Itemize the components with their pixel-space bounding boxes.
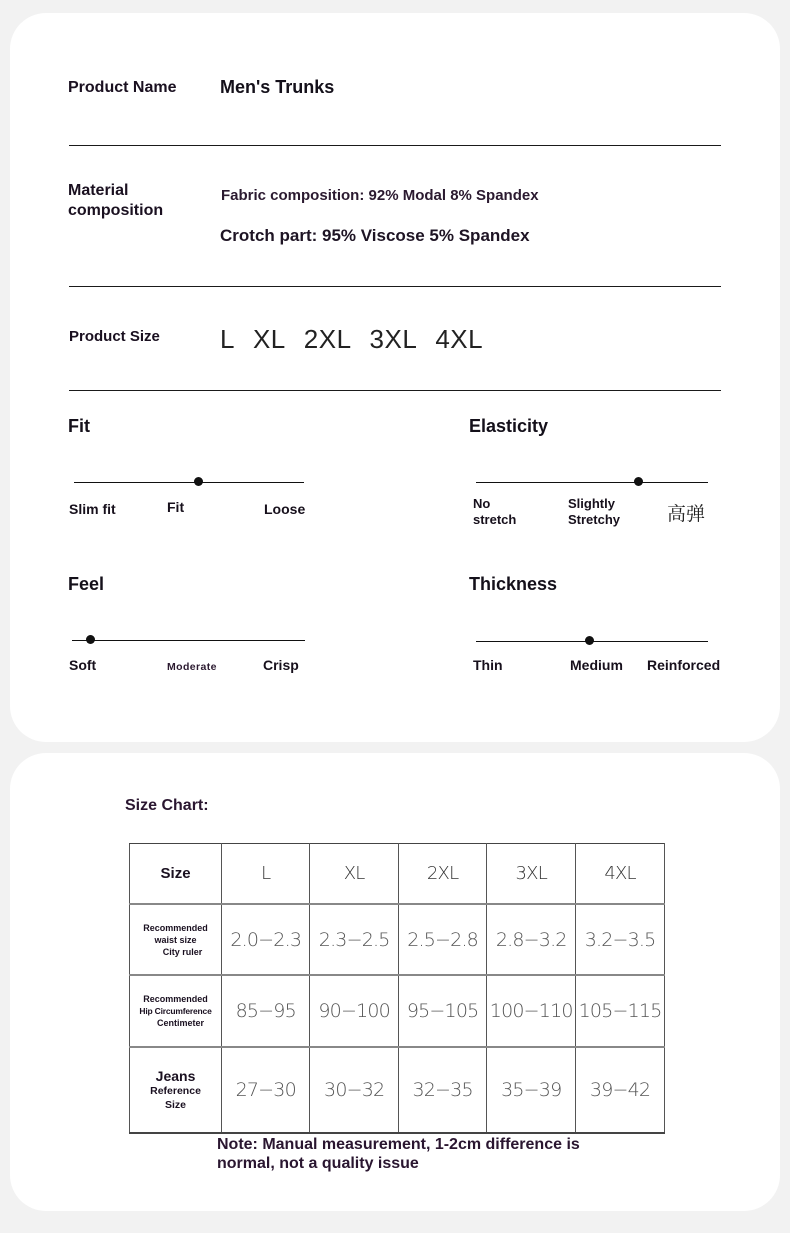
table-cell: 100−110 xyxy=(487,975,576,1047)
size-header-cell: L xyxy=(222,844,310,905)
row-label-line: Size xyxy=(165,1099,187,1111)
size-chart-card xyxy=(10,753,780,1211)
table-cell: 39−42 xyxy=(576,1047,665,1133)
fit-title: Fit xyxy=(68,416,90,436)
row-label-line: Recommended xyxy=(143,994,208,1004)
row-label-waist xyxy=(130,904,222,975)
table-row-waist xyxy=(130,904,665,975)
thickness-option-reinforced: Reinforced xyxy=(647,657,721,673)
table-cell: 105−115 xyxy=(576,975,665,1047)
material-label xyxy=(68,181,163,221)
fit-scale-marker xyxy=(194,477,203,486)
row-label-hip xyxy=(130,975,222,1047)
feel-title: Feel xyxy=(68,574,105,594)
size-header-label: Size xyxy=(160,864,191,882)
elasticity-scale-line xyxy=(476,482,708,483)
fit-scale-line xyxy=(74,482,304,483)
thickness-option-thin: Thin xyxy=(473,657,503,673)
size-header-cell: XL xyxy=(310,844,398,905)
table-row-hip xyxy=(130,975,665,1047)
thickness-option-medium: Medium xyxy=(570,657,623,673)
row-label-jeans xyxy=(130,1047,222,1133)
table-cell: 3.2−3.5 xyxy=(576,904,665,975)
size-chart-title: Size Chart: xyxy=(125,797,209,814)
table-cell: 2.8−3.2 xyxy=(487,904,576,975)
table-cell: 32−35 xyxy=(398,1047,486,1133)
feel-scale-line xyxy=(72,640,305,641)
feel-option-soft: Soft xyxy=(69,657,97,673)
material-label-line2: composition xyxy=(68,202,164,219)
fabric-composition: Fabric composition: 92% Modal 8% Spandex xyxy=(221,187,539,204)
table-cell: 85−95 xyxy=(222,975,310,1047)
thickness-title: Thickness xyxy=(469,574,558,594)
product-name-label: Product Name xyxy=(68,79,177,96)
elasticity-option-none: No stretch xyxy=(473,496,517,527)
feel-option-crisp: Crisp xyxy=(263,657,299,673)
elasticity-title: Elasticity xyxy=(469,416,549,436)
size-header-cell: 4XL xyxy=(576,844,665,905)
divider xyxy=(69,390,721,391)
size-option: 4XL xyxy=(435,324,484,354)
row-label-line: Recommended xyxy=(143,922,208,933)
table-cell: 27−30 xyxy=(222,1047,310,1133)
table-cell: 30−32 xyxy=(310,1047,398,1133)
table-cell: 2.0−2.3 xyxy=(222,904,310,975)
product-specs-card xyxy=(10,13,780,742)
size-option: L xyxy=(220,324,235,354)
elasticity-scale-marker xyxy=(634,477,643,486)
measurement-note: Note: Manual measurement, 1-2cm difference is normal, not a quality issue xyxy=(217,1136,580,1172)
size-header-cell: 3XL xyxy=(487,844,576,905)
product-size-label: Product Size xyxy=(69,328,160,345)
size-option: 3XL xyxy=(369,324,418,354)
table-cell: 2.5−2.8 xyxy=(398,904,486,975)
row-label-line: City ruler xyxy=(162,946,203,957)
thickness-scale-marker xyxy=(585,636,594,645)
table-header-cell xyxy=(130,844,222,905)
divider xyxy=(69,145,721,146)
fit-option-fit: Fit xyxy=(167,499,185,515)
divider xyxy=(69,286,721,287)
material-label-line1: Material xyxy=(68,182,129,199)
product-name-value: Men's Trunks xyxy=(220,77,335,97)
table-cell: 2.3−2.5 xyxy=(310,904,398,975)
table-cell: 35−39 xyxy=(487,1047,576,1133)
table-cell: 90−100 xyxy=(310,975,398,1047)
size-option: 2XL xyxy=(303,324,352,354)
row-label-line: Reference xyxy=(150,1085,201,1097)
size-chart-table xyxy=(129,843,665,1134)
size-option: XL xyxy=(252,324,286,354)
table-header-row xyxy=(130,844,665,905)
feel-option-moderate: Moderate xyxy=(167,661,217,673)
size-header-cell: 2XL xyxy=(398,844,486,905)
elasticity-option-high: 高弹 xyxy=(667,503,706,525)
crotch-composition: Crotch part: 95% Viscose 5% Spandex xyxy=(220,226,530,245)
row-label-line: Jeans xyxy=(155,1068,196,1084)
row-label-line: Hip Circumference xyxy=(139,1006,212,1016)
row-label-line: waist size xyxy=(154,934,197,945)
fit-option-slim: Slim fit xyxy=(69,501,116,517)
elasticity-option-slight: Slightly Stretchy xyxy=(568,496,621,527)
product-size-list xyxy=(220,324,501,355)
table-row-jeans xyxy=(130,1047,665,1133)
feel-scale-marker xyxy=(86,635,95,644)
row-label-line: Centimeter xyxy=(157,1018,205,1028)
table-cell: 95−105 xyxy=(398,975,486,1047)
fit-option-loose: Loose xyxy=(264,501,306,517)
